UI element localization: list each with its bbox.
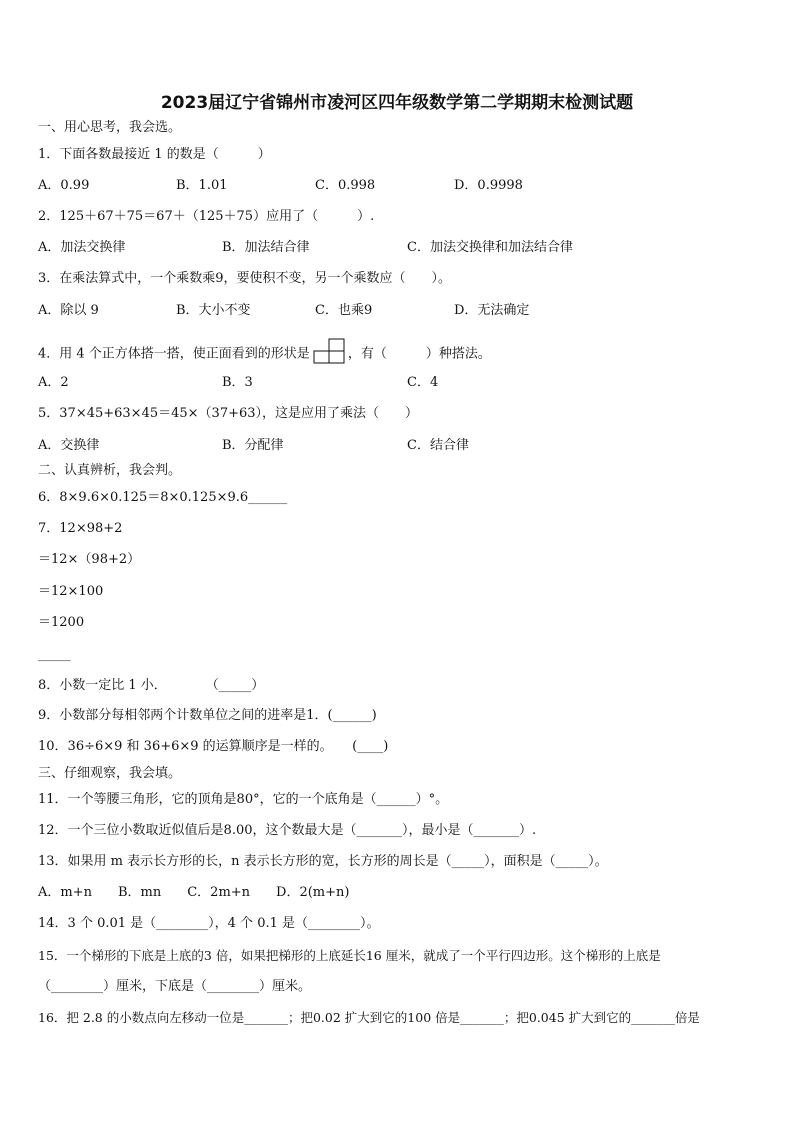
question-1-stem: 1．下面各数最接近 1 的数是（ ） xyxy=(38,147,271,162)
q5-option-b: B．分配律 xyxy=(222,438,284,453)
q5-option-c: C．结合律 xyxy=(407,438,469,453)
question-10: 10．36÷6×9 和 36+6×9 的运算顺序是一样的。 (____) xyxy=(38,739,389,754)
question-7-line-1: 7．12×98+2 xyxy=(38,521,123,536)
question-2-stem: 2．125＋67＋75＝67＋（125＋75）应用了（ ）. xyxy=(38,209,375,224)
question-4-stem xyxy=(38,338,491,370)
q3-option-c: C．也乘9 xyxy=(315,303,373,318)
question-7-answer-blank: _____ xyxy=(38,647,71,662)
q2-option-b: B．加法结合律 xyxy=(222,240,310,255)
question-6: 6．8×9.6×0.125＝8×0.125×9.6______ xyxy=(38,490,288,505)
three-squares-figure-icon xyxy=(313,338,345,370)
question-13-stem: 13．如果用 m 表示长方形的长，n 表示长方形的宽，长方形的周长是（_____），面积是（_____）。 xyxy=(38,854,608,869)
q3-option-d: D．无法确定 xyxy=(454,303,530,318)
question-7-line-2: ＝12×（98+2） xyxy=(38,552,141,567)
q1-option-c: C．0.998 xyxy=(315,178,376,193)
q1-option-d: D．0.9998 xyxy=(454,178,523,193)
question-14: 14．3 个 0.01 是（________），4 个 0.1 是（________）。 xyxy=(38,916,380,931)
question-15-line-1: 15．一个梯形的下底是上底的3 倍，如果把梯形的上底延长16 厘米，就成了一个平行四边形。这个梯形的上底是 xyxy=(38,948,661,963)
question-5-stem: 5．37×45+63×45＝45×（37+63），这是应用了乘法（ ） xyxy=(38,406,419,421)
q1-option-a: A．0.99 xyxy=(38,178,90,193)
q5-option-a: A．交换律 xyxy=(38,438,100,453)
question-16: 16．把 2.8 的小数点向左移动一位是_______；把0.02 扩大到它的100 倍是_______；把0.045 扩大到它的_______倍是 xyxy=(38,1010,700,1025)
section-heading-1: 一、用心思考，我会选。 xyxy=(38,120,182,135)
q3-option-a: A．除以 9 xyxy=(38,303,99,318)
section-heading-3: 三、仔细观察，我会填。 xyxy=(38,766,182,781)
q4-stem-end: ，有（ ）种搭法。 xyxy=(347,346,491,362)
question-11: 11．一个等腰三角形，它的顶角是80°，它的一个底角是（______）°。 xyxy=(38,792,449,807)
question-13-options: A．m+n B．mn C．2m+n D．2(m+n) xyxy=(38,885,350,900)
question-8: 8．小数一定比 1 小． （_____） xyxy=(38,678,265,693)
question-15-line-2: （________）厘米，下底是（________）厘米。 xyxy=(38,979,312,994)
q4-option-c: C．4 xyxy=(407,375,439,390)
q4-stem-start: 4．用 4 个正方体搭一搭，使正面看到的形状是 xyxy=(38,346,310,362)
question-7-line-3: ＝12×100 xyxy=(38,584,104,599)
q2-option-a: A．加法交换律 xyxy=(38,240,126,255)
question-12: 12．一个三位小数取近似值后是8.00，这个数最大是（_______），最小是（_______）. xyxy=(38,823,537,838)
q4-option-a: A．2 xyxy=(38,375,69,390)
section-heading-2: 二、认真辨析，我会判。 xyxy=(38,463,182,478)
q4-option-b: B．3 xyxy=(222,375,253,390)
question-9: 9．小数部分每相邻两个计数单位之间的进率是1．(______) xyxy=(38,708,377,723)
page-title: 2023届辽宁省锦州市凌河区四年级数学第二学期期末检测试题 xyxy=(160,93,634,113)
q1-option-b: B．1.01 xyxy=(176,178,228,193)
q3-option-b: B．大小不变 xyxy=(176,303,251,318)
q2-option-c: C．加法交换律和加法结合律 xyxy=(407,240,573,255)
question-7-line-4: ＝1200 xyxy=(38,615,85,630)
question-3-stem: 3．在乘法算式中，一个乘数乘9，要使积不变，另一个乘数应（ ）。 xyxy=(38,271,452,286)
